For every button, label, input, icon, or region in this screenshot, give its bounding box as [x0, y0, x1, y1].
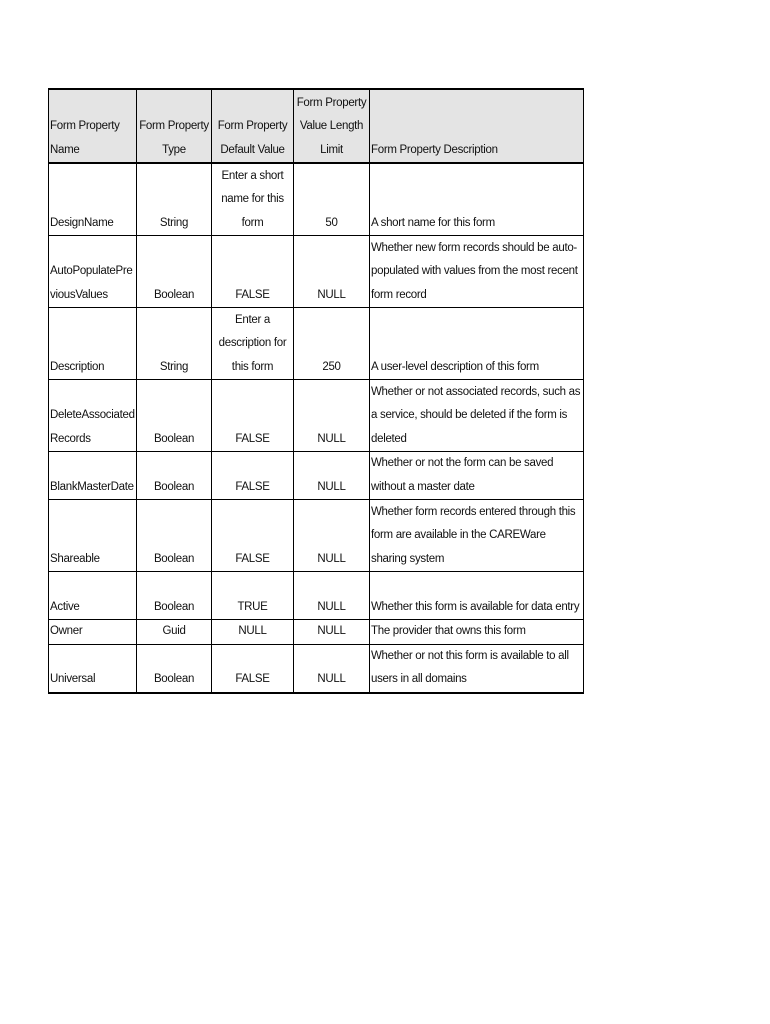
cell-default: Enter a description for this form	[212, 308, 294, 380]
cell-length: NULL	[294, 644, 370, 693]
cell-description: Whether or not associated records, such as a service, should be deleted if the form is deleted	[370, 380, 584, 452]
cell-length: NULL	[294, 500, 370, 572]
table-row	[49, 644, 584, 693]
cell-length: NULL	[294, 380, 370, 452]
cell-type: String	[137, 308, 212, 380]
cell-name: Description	[49, 308, 137, 380]
table-row	[49, 452, 584, 500]
cell-name: Shareable	[49, 500, 137, 572]
cell-length: NULL	[294, 572, 370, 620]
cell-description: A short name for this form	[370, 163, 584, 236]
cell-description: Whether new form records should be auto-populated with values from the most recent form record	[370, 236, 584, 308]
cell-type: String	[137, 163, 212, 236]
form-properties-table	[48, 88, 584, 694]
table-row	[49, 163, 584, 236]
table-row	[49, 572, 584, 620]
table-row	[49, 236, 584, 308]
cell-name: Active	[49, 572, 137, 620]
cell-type: Boolean	[137, 236, 212, 308]
cell-type: Boolean	[137, 500, 212, 572]
cell-type: Boolean	[137, 452, 212, 500]
cell-description: Whether this form is available for data entry	[370, 572, 584, 620]
cell-name: Universal	[49, 644, 137, 693]
cell-name: BlankMasterDate	[49, 452, 137, 500]
cell-description: Whether or not this form is available to all users in all domains	[370, 644, 584, 693]
cell-type: Boolean	[137, 380, 212, 452]
cell-type: Boolean	[137, 644, 212, 693]
cell-type: Guid	[137, 620, 212, 645]
cell-description: The provider that owns this form	[370, 620, 584, 645]
cell-name: DesignName	[49, 163, 137, 236]
cell-default: FALSE	[212, 452, 294, 500]
cell-default: FALSE	[212, 644, 294, 693]
cell-default: FALSE	[212, 500, 294, 572]
cell-description: Whether form records entered through this form are available in the CAREWare sharing system	[370, 500, 584, 572]
cell-name: AutoPopulatePreviousValues	[49, 236, 137, 308]
header-default: Form Property Default Value	[212, 89, 294, 163]
cell-description: Whether or not the form can be saved without a master date	[370, 452, 584, 500]
cell-name: DeleteAssociatedRecords	[49, 380, 137, 452]
table-row	[49, 308, 584, 380]
header-row	[49, 89, 584, 163]
header-description: Form Property Description	[370, 89, 584, 163]
cell-name: Owner	[49, 620, 137, 645]
cell-default: TRUE	[212, 572, 294, 620]
cell-type: Boolean	[137, 572, 212, 620]
header-type: Form Property Type	[137, 89, 212, 163]
cell-default: FALSE	[212, 380, 294, 452]
table-row	[49, 380, 584, 452]
table-row	[49, 620, 584, 645]
cell-default: Enter a short name for this form	[212, 163, 294, 236]
cell-default: NULL	[212, 620, 294, 645]
cell-description: A user-level description of this form	[370, 308, 584, 380]
cell-default: FALSE	[212, 236, 294, 308]
header-length: Form Property Value Length Limit	[294, 89, 370, 163]
cell-length: 250	[294, 308, 370, 380]
cell-length: NULL	[294, 452, 370, 500]
cell-length: NULL	[294, 620, 370, 645]
cell-length: 50	[294, 163, 370, 236]
header-name: Form Property Name	[49, 89, 137, 163]
table-row	[49, 500, 584, 572]
cell-length: NULL	[294, 236, 370, 308]
